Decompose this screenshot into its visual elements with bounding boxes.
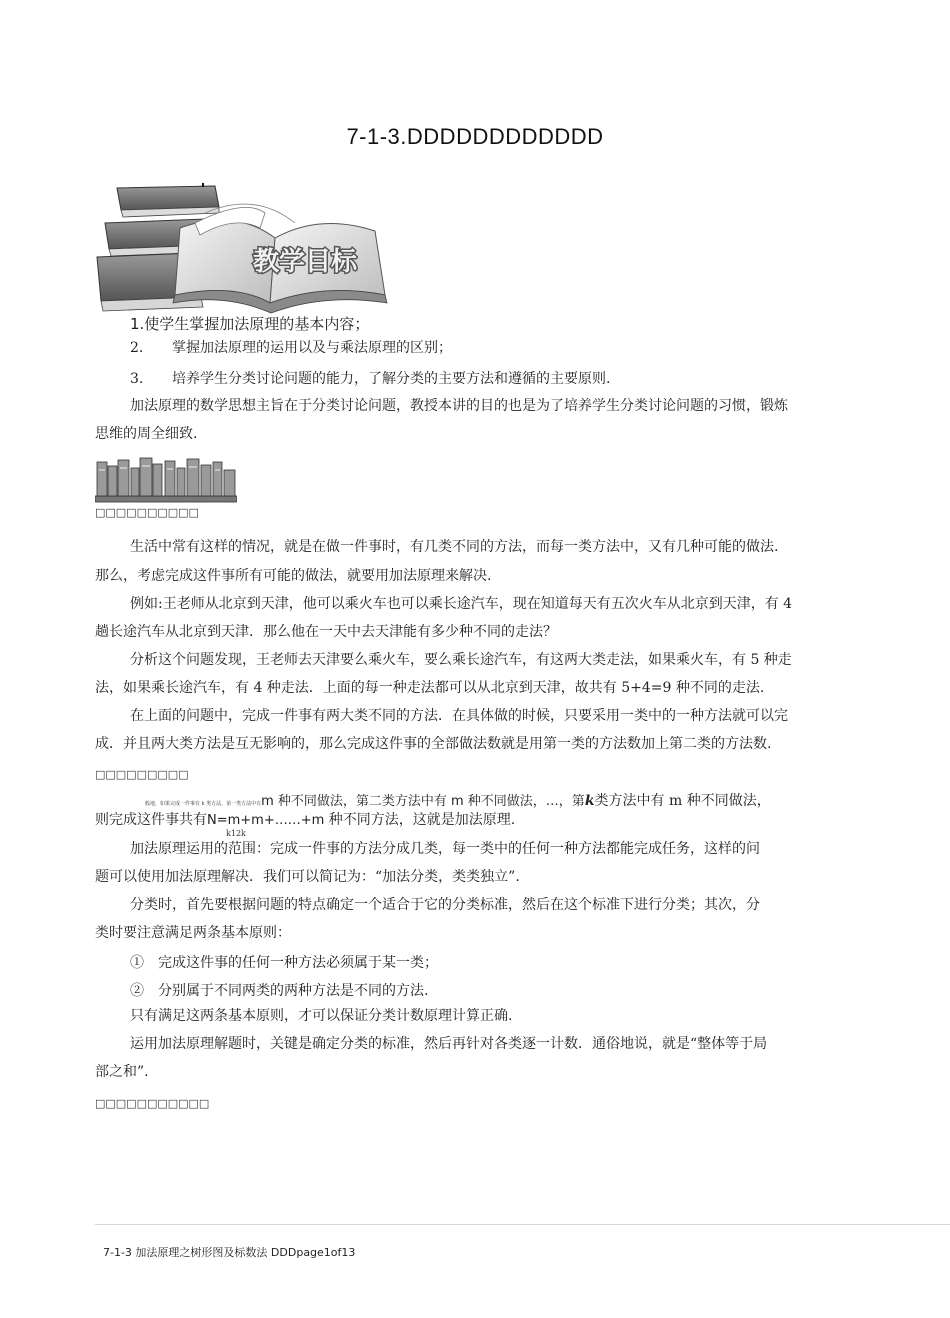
goal-3-number: 3.	[130, 371, 144, 387]
principle-formula: N=m+m+……+m	[207, 813, 325, 828]
s1-line-5: 分析这个问题发现，王老师去天津要么乘火车，要么乘长途汽车，有这两大类走法，如果乘火车，有 5 种走	[130, 652, 792, 668]
page-footer: 7-1-3 加法原理之树形图及标数法 DDDpage1of13	[103, 1246, 356, 1259]
principle-line-2	[95, 806, 515, 835]
s2-line-8: 运用加法原理解题时，关键是确定分类的标准，然后再针对各类逐一计数．通俗地说，就是“整体等于局	[130, 1036, 768, 1052]
svg-text:教学目标: 教学目标	[252, 247, 358, 277]
principle-line-2-end: 种不同方法，这就是加法原理.	[324, 812, 516, 828]
s2-line-9: 部之和”.	[95, 1064, 149, 1080]
goal-1: 1.使学生掌握加法原理的基本内容；	[130, 315, 370, 333]
principle-k: k	[584, 793, 595, 809]
s1-line-8: 成．并且两大类方法是互无影响的，那么完成这件事的全部做法数就是用第一类的方法数加上第二类的方法数.	[95, 736, 772, 752]
intro-line-2: 思维的周全细致.	[95, 426, 198, 442]
s1-line-3: 例如:王老师从北京到天津，他可以乘火车也可以乘长途汽车，现在知道每天有五次火车从北京到天津，有 4	[130, 596, 793, 612]
s1-line-2: 那么，考虑完成这件事所有可能的做法，就要用加法原理来解决.	[95, 568, 492, 584]
footer-divider	[95, 1224, 950, 1225]
intro-line-1: 加法原理的数学思想主旨在于分类讨论问题，教授本讲的目的也是为了培养学生分类讨论问题的习惯，锻炼	[130, 398, 788, 414]
principle-m-text: m 种不同做法，第二类方法中有 m 种不同做法，…，第	[261, 794, 585, 809]
section-heading-2: □□□□□□□□□	[95, 768, 189, 781]
s2-line-3: 分类时，首先要根据问题的特点确定一个适合于它的分类标准，然后在这个标准下进行分类；其次，分	[130, 897, 760, 913]
principle-line-1-end: 类方法中有 m 种不同做法，	[594, 793, 771, 809]
principle-line-2-start: 则完成这件事共有	[95, 812, 207, 828]
s2-rule-2: ② 分别属于不同两类的两种方法是不同的方法.	[130, 983, 429, 999]
s2-line-7: 只有满足这两条基本原则，才可以保证分类计数原理计算正确.	[130, 1008, 513, 1024]
s1-line-1: 生活中常有这样的情况，就是在做一件事时，有几类不同的方法，而每一类方法中，又有几种可能的做法.	[130, 539, 779, 555]
s1-line-7: 在上面的问题中，完成一件事有两大类不同的方法．在具体做的时候，只要采用一类中的一种方法就可以完	[130, 708, 788, 724]
s2-line-1: 加法原理运用的范围：完成一件事的方法分成几类，每一类中的任何一种方法都能完成任务，这样的问	[130, 841, 760, 857]
goal-2-number: 2.	[130, 340, 144, 356]
section-heading-3: □□□□□□□□□□□	[95, 1097, 210, 1110]
s2-line-2: 题可以使用加法原理解决．我们可以简记为：“加法分类，类类独立”.	[95, 869, 520, 885]
s1-line-6: 法，如果乘长途汽车，有 4 种走法．上面的每一种走法都可以从北京到天津，故共有 5+4=9 种不同的走法.	[95, 680, 765, 696]
goal-2-text: 掌握加法原理的运用以及与乘法原理的区别；	[172, 340, 452, 356]
s2-rule-1: ① 完成这件事的任何一种方法必须属于某一类；	[130, 955, 438, 971]
page-title: 7-1-3.DDDDDDDDDDDD	[346, 124, 604, 149]
goal-3-text: 培养学生分类讨论问题的能力，了解分类的主要方法和遵循的主要原则.	[172, 371, 611, 387]
books-illustration	[95, 183, 390, 318]
banner-image-lettering	[245, 245, 365, 277]
s2-line-4: 类时要注意满足两条基本原则：	[95, 925, 291, 941]
principle-tiny-prefix: 般地，如果完成一件事有 k 类方法，第一类方法中有	[145, 801, 262, 807]
principle-subscripts: k12k	[226, 829, 246, 838]
s1-line-4: 趟长途汽车从北京到天津．那么他在一天中去天津能有多少种不同的走法？	[95, 624, 557, 640]
teaching-goals-banner	[95, 183, 390, 318]
section-heading-1: □□□□□□□□□□	[95, 506, 199, 519]
bookshelf-illustration	[95, 456, 237, 504]
knowledge-banner	[95, 456, 237, 504]
